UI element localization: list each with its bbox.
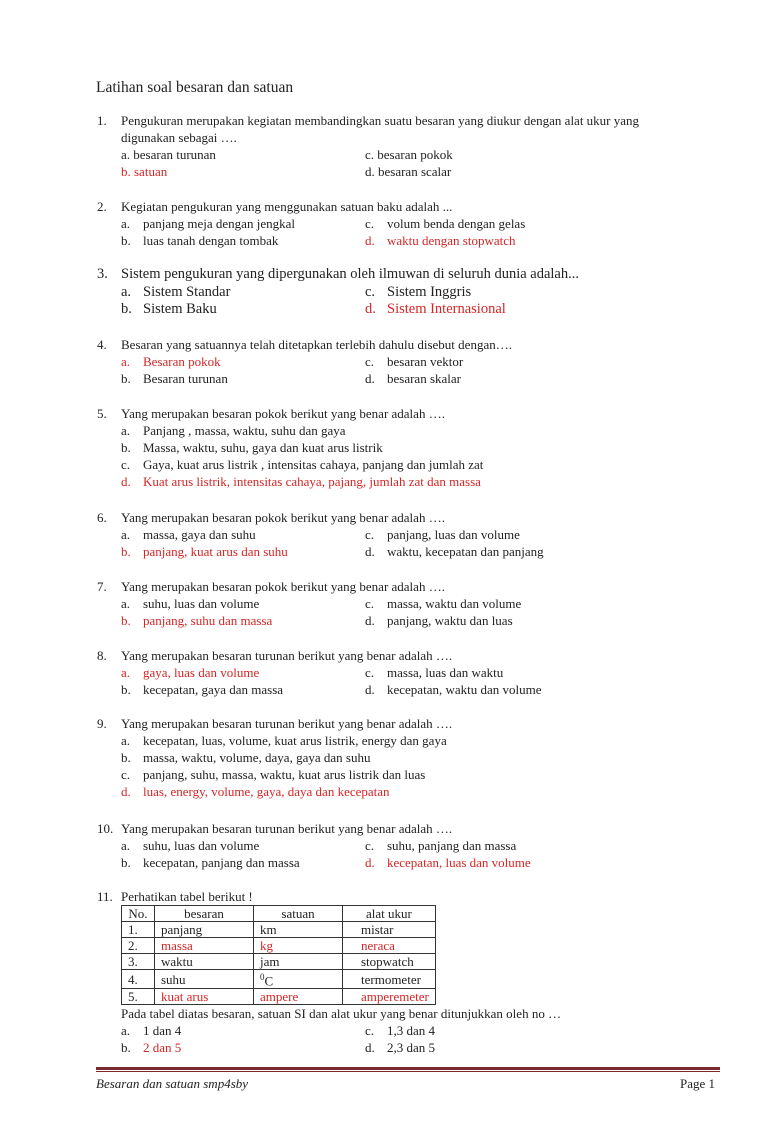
option-text: panjang, kuat arus dan suhu bbox=[143, 544, 288, 559]
option-text: Besaran pokok bbox=[143, 354, 221, 369]
option-text: Sistem Baku bbox=[143, 301, 217, 317]
table-row bbox=[122, 970, 436, 989]
option-text: panjang, suhu dan massa bbox=[143, 613, 273, 628]
table-row bbox=[122, 954, 436, 970]
option-a bbox=[97, 732, 452, 749]
option-a bbox=[121, 595, 365, 612]
option-letter: c. bbox=[121, 457, 131, 472]
option-text: kecepatan, luas dan volume bbox=[387, 855, 531, 870]
option-b bbox=[121, 370, 365, 387]
question-number: 8. bbox=[97, 648, 107, 663]
question-text: Pengukuran merupakan kegiatan membandingkan suatu besaran yang diukur dengan alat ukur yang bbox=[121, 113, 640, 128]
option-text: Massa, waktu, suhu, gaya dan kuat arus listrik bbox=[143, 440, 383, 455]
option-a bbox=[121, 1022, 365, 1039]
option-b: b. satuan bbox=[121, 164, 168, 179]
option-letter: a. bbox=[121, 1023, 131, 1039]
option-letter: c. bbox=[365, 1023, 375, 1039]
question-11 bbox=[97, 888, 561, 1056]
option-text: massa, gaya dan suhu bbox=[143, 527, 256, 542]
option-b bbox=[121, 612, 365, 629]
question-6 bbox=[97, 509, 544, 560]
question-2 bbox=[97, 198, 525, 249]
question-number: 3. bbox=[97, 266, 108, 282]
option-text: kecepatan, gaya dan massa bbox=[143, 682, 284, 697]
question-number: 1. bbox=[97, 113, 107, 128]
question-10 bbox=[97, 820, 531, 871]
question-5 bbox=[97, 405, 483, 490]
option-letter: c. bbox=[365, 665, 375, 680]
question-7 bbox=[97, 578, 521, 629]
option-text: panjang, luas dan volume bbox=[387, 527, 520, 542]
question-text: Besaran yang satuannya telah ditetapkan terlebih dahulu disebut dengan…. bbox=[121, 337, 512, 352]
table-cell: ampere bbox=[254, 989, 343, 1005]
question-number: 7. bbox=[97, 579, 107, 594]
option-letter: b. bbox=[121, 750, 131, 765]
option-c bbox=[365, 284, 471, 302]
option-text: luas, energy, volume, gaya, daya dan kecepatan bbox=[143, 784, 390, 799]
option-text: kecepatan, luas, volume, kuat arus listrik, energy dan gaya bbox=[143, 733, 447, 748]
option-letter: b. bbox=[121, 233, 131, 248]
question-text: Yang merupakan besaran pokok berikut yang benar adalah …. bbox=[121, 579, 445, 594]
table-cell: neraca bbox=[343, 938, 436, 954]
option-text: waktu, kecepatan dan panjang bbox=[387, 544, 544, 559]
option-letter: c. bbox=[365, 596, 375, 611]
option-letter: d. bbox=[365, 301, 376, 317]
table-header-row bbox=[122, 906, 436, 922]
table-cell: 2. bbox=[122, 938, 155, 954]
option-b bbox=[97, 749, 452, 766]
option-text: panjang, waktu dan luas bbox=[387, 613, 513, 628]
table-cell: 5. bbox=[122, 989, 155, 1005]
option-letter: a. bbox=[121, 665, 131, 680]
option-b bbox=[121, 301, 365, 319]
table-row bbox=[122, 938, 436, 954]
table-cell: stopwatch bbox=[343, 954, 436, 970]
question-text: Yang merupakan besaran pokok berikut yang benar adalah …. bbox=[121, 510, 445, 525]
question-text: Perhatikan tabel berikut ! bbox=[121, 889, 253, 904]
question-1 bbox=[97, 112, 639, 180]
option-letter: a. bbox=[121, 354, 131, 369]
option-letter: d. bbox=[365, 544, 375, 559]
question-number: 2. bbox=[97, 199, 107, 214]
question-number: 11. bbox=[97, 889, 113, 904]
option-text: waktu dengan stopwatch bbox=[387, 233, 516, 248]
question-text: Kegiatan pengukuran yang menggunakan satuan baku adalah ... bbox=[121, 199, 453, 214]
unit-text: C bbox=[264, 973, 274, 989]
table-cell: 3. bbox=[122, 954, 155, 970]
option-letter: a. bbox=[121, 527, 131, 542]
option-text: Sistem Internasional bbox=[387, 301, 506, 317]
option-letter: d. bbox=[365, 613, 375, 628]
option-text: Panjang , massa, waktu, suhu dan gaya bbox=[143, 423, 346, 438]
page-title: Latihan soal besaran dan satuan bbox=[96, 79, 294, 96]
question-text: Yang merupakan besaran turunan berikut yang benar adalah …. bbox=[121, 821, 453, 836]
table-cell: waktu bbox=[155, 954, 254, 970]
option-letter: d. bbox=[365, 1040, 375, 1056]
option-a bbox=[121, 215, 365, 232]
option-a bbox=[121, 284, 365, 302]
option-letter: c. bbox=[365, 527, 375, 542]
option-letter: c. bbox=[121, 767, 131, 782]
table-cell: kuat arus bbox=[155, 989, 254, 1005]
table-header: No. bbox=[122, 906, 155, 922]
option-text: 1,3 dan 4 bbox=[387, 1023, 436, 1039]
option-letter: d. bbox=[365, 371, 375, 386]
option-b bbox=[121, 543, 365, 560]
option-c bbox=[365, 664, 503, 681]
option-text: Gaya, kuat arus listrik , intensitas cahaya, panjang dan jumlah zat bbox=[143, 457, 484, 472]
option-a: a. besaran turunan bbox=[121, 147, 216, 162]
option-text: Kuat arus listrik, intensitas cahaya, pajang, jumlah zat dan massa bbox=[143, 474, 481, 489]
option-b bbox=[121, 1039, 365, 1056]
option-text: Sistem Standar bbox=[143, 283, 231, 300]
option-letter: d. bbox=[365, 233, 375, 248]
table-header: satuan bbox=[254, 906, 343, 922]
option-d bbox=[365, 543, 544, 560]
table-cell bbox=[254, 970, 343, 989]
option-c bbox=[97, 456, 483, 473]
question-number: 9. bbox=[97, 716, 107, 731]
option-text: Besaran turunan bbox=[143, 371, 228, 386]
table-cell: amperemeter bbox=[343, 989, 436, 1005]
question-text: digunakan sebagai …. bbox=[121, 130, 237, 145]
table-header: alat ukur bbox=[343, 906, 436, 922]
option-letter: d. bbox=[121, 474, 131, 489]
option-text: panjang, suhu, massa, waktu, kuat arus listrik dan luas bbox=[143, 767, 426, 782]
question-text: Yang merupakan besaran turunan berikut yang benar adalah …. bbox=[121, 716, 453, 731]
option-letter: a. bbox=[121, 423, 131, 438]
option-c bbox=[365, 837, 516, 854]
option-d bbox=[97, 473, 483, 490]
option-text: suhu, luas dan volume bbox=[143, 596, 260, 611]
table-cell: termometer bbox=[343, 970, 436, 989]
option-c bbox=[365, 595, 521, 612]
option-text: panjang meja dengan jengkal bbox=[143, 216, 295, 231]
option-letter: c. bbox=[365, 216, 375, 231]
option-text: 2 dan 5 bbox=[143, 1040, 182, 1056]
option-letter: b. bbox=[121, 371, 131, 386]
question-4 bbox=[97, 336, 512, 387]
option-text: volum benda dengan gelas bbox=[387, 216, 526, 231]
option-text: 2,3 dan 5 bbox=[387, 1040, 436, 1056]
option-a bbox=[121, 664, 365, 681]
footer-rule bbox=[96, 1071, 720, 1072]
table-cell: kg bbox=[254, 938, 343, 954]
option-c bbox=[365, 215, 525, 232]
option-text: massa, waktu, volume, daya, gaya dan suhu bbox=[143, 750, 371, 765]
option-a bbox=[121, 837, 365, 854]
option-text: kecepatan, panjang dan massa bbox=[143, 855, 300, 870]
option-text: luas tanah dengan tombak bbox=[143, 233, 279, 248]
question-text: Pada tabel diatas besaran, satuan SI dan alat ukur yang benar ditunjukkan oleh no … bbox=[121, 1006, 562, 1022]
option-text: massa, waktu dan volume bbox=[387, 596, 522, 611]
option-c bbox=[97, 766, 452, 783]
option-d bbox=[365, 681, 542, 698]
footer-rule bbox=[96, 1067, 720, 1070]
question-8 bbox=[97, 647, 542, 698]
page-number: Page 1 bbox=[679, 1076, 715, 1091]
option-b bbox=[121, 232, 365, 249]
option-text: kecepatan, waktu dan volume bbox=[387, 682, 542, 697]
table-cell: suhu bbox=[155, 970, 254, 989]
option-d bbox=[97, 783, 452, 800]
option-d bbox=[365, 370, 461, 387]
option-b bbox=[97, 439, 483, 456]
option-b bbox=[121, 681, 365, 698]
option-d bbox=[365, 612, 513, 629]
option-a bbox=[121, 526, 365, 543]
table-cell: mistar bbox=[343, 922, 436, 938]
table-cell: 1. bbox=[122, 922, 155, 938]
option-text: gaya, luas dan volume bbox=[143, 665, 260, 680]
data-table bbox=[121, 905, 436, 1005]
option-a bbox=[97, 422, 483, 439]
option-text: 1 dan 4 bbox=[143, 1023, 182, 1039]
option-letter: c. bbox=[365, 354, 375, 369]
option-letter: a. bbox=[121, 733, 131, 748]
option-letter: c. bbox=[365, 283, 376, 300]
question-number: 5. bbox=[97, 406, 107, 421]
table-cell: massa bbox=[155, 938, 254, 954]
option-text: suhu, luas dan volume bbox=[143, 838, 260, 853]
option-d bbox=[365, 1039, 435, 1056]
question-9 bbox=[97, 715, 452, 800]
option-letter: a. bbox=[121, 596, 131, 611]
question-text: Yang merupakan besaran pokok berikut yang benar adalah …. bbox=[121, 406, 445, 421]
option-letter: d. bbox=[121, 784, 131, 799]
option-letter: c. bbox=[365, 838, 375, 853]
question-number: 4. bbox=[97, 337, 107, 352]
option-c bbox=[365, 353, 463, 370]
option-letter: a. bbox=[121, 216, 131, 231]
option-c bbox=[365, 1022, 435, 1039]
option-text: besaran vektor bbox=[387, 354, 464, 369]
question-number: 10. bbox=[97, 821, 114, 836]
option-letter: b. bbox=[121, 682, 131, 697]
footer-title: Besaran dan satuan smp4sby bbox=[96, 1076, 249, 1091]
option-letter: d. bbox=[365, 682, 375, 697]
option-letter: b. bbox=[121, 440, 131, 455]
question-3 bbox=[97, 266, 579, 319]
question-text: Yang merupakan besaran turunan berikut yang benar adalah …. bbox=[121, 648, 453, 663]
option-letter: b. bbox=[121, 855, 131, 870]
option-text: besaran skalar bbox=[387, 371, 461, 386]
option-text: suhu, panjang dan massa bbox=[387, 838, 517, 853]
option-d bbox=[365, 854, 531, 871]
option-letter: b. bbox=[121, 544, 131, 559]
option-letter: d. bbox=[365, 855, 375, 870]
question-number: 6. bbox=[97, 510, 107, 525]
option-d: d. besaran scalar bbox=[365, 164, 452, 179]
option-letter: b. bbox=[121, 1040, 131, 1056]
table-header: besaran bbox=[155, 906, 254, 922]
degree-superscript: 0 bbox=[260, 972, 265, 982]
option-letter: b. bbox=[121, 301, 132, 317]
option-d bbox=[365, 232, 516, 249]
option-c bbox=[365, 526, 520, 543]
option-text: massa, luas dan waktu bbox=[387, 665, 504, 680]
option-letter: b. bbox=[121, 613, 131, 628]
option-text: Sistem Inggris bbox=[387, 283, 472, 300]
question-text: Sistem pengukuran yang dipergunakan oleh ilmuwan di seluruh dunia adalah... bbox=[121, 266, 579, 282]
table-cell: km bbox=[254, 922, 343, 938]
option-b bbox=[121, 854, 365, 871]
table-row bbox=[122, 922, 436, 938]
option-letter: a. bbox=[121, 838, 131, 853]
option-c: c. besaran pokok bbox=[365, 147, 453, 162]
option-d bbox=[365, 301, 506, 319]
table-cell: jam bbox=[254, 954, 343, 970]
table-row bbox=[122, 989, 436, 1005]
option-a bbox=[121, 353, 365, 370]
option-letter: a. bbox=[121, 283, 132, 300]
table-cell: panjang bbox=[155, 922, 254, 938]
table-cell: 4. bbox=[122, 970, 155, 989]
